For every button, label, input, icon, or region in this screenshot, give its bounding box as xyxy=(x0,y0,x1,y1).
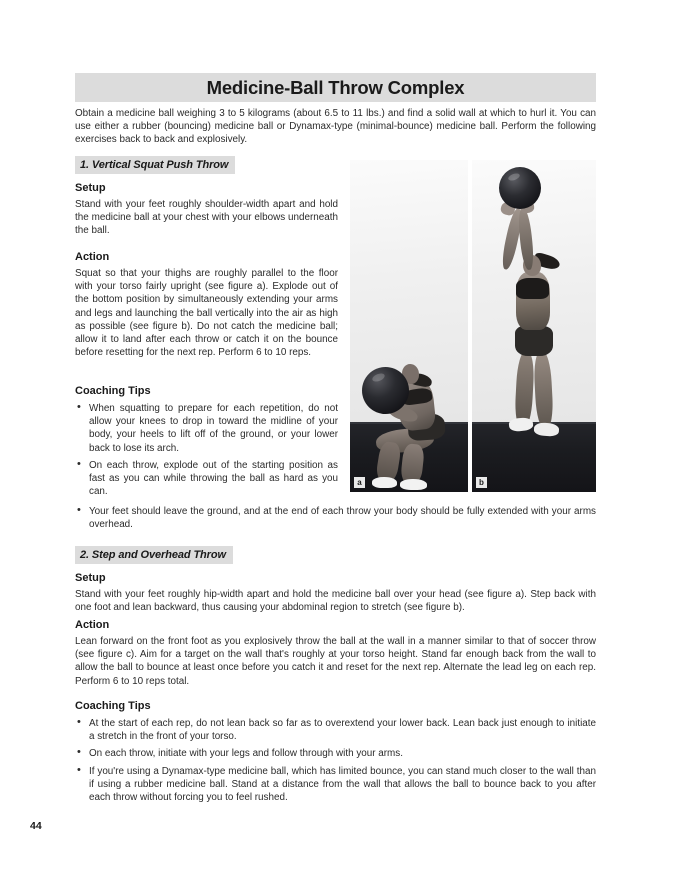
list-item: • On each throw, initiate with your legs and follow through with your arms. xyxy=(75,747,596,760)
section-1-tips-list-narrow xyxy=(75,402,338,498)
figure-a-photo xyxy=(350,160,468,492)
athlete-shoe-left xyxy=(372,477,397,488)
section-1-tips-heading: Coaching Tips xyxy=(75,385,151,397)
section-2-tips-list xyxy=(75,717,596,804)
list-item: • If you're using a Dynamax-type medicine ball, which has limited bounce, you can stand much closer to the wall than if using a rubber medicine ball. Stand at a distance from the wall that allows the ball to bounce back to you after each throw without forcing you to feel rushed. xyxy=(75,765,596,805)
athlete-top xyxy=(516,278,549,299)
section-heading-2: 2. Step and Overhead Throw xyxy=(75,546,233,564)
figure-b-photo xyxy=(472,160,596,492)
list-item: • When squatting to prepare for each repetition, do not allow your knees to drop in toward the midline of your body, your heels to lift off of the ground, or your lower back to lose its arch. xyxy=(75,402,338,455)
athlete-shoe-right xyxy=(534,422,560,437)
list-item: • At the start of each rep, do not lean back so far as to overextend your lower back. Lean back just enough to initiate a stretch in the front of your torso. xyxy=(75,717,596,743)
section-2-action-heading: Action xyxy=(75,619,110,631)
intro-paragraph: Obtain a medicine ball weighing 3 to 5 kilograms (about 6.5 to 11 lbs.) and find a solid wall at which to hurl it. You can use either a rubber (bouncing) medicine ball or Dynamax-type (minimal-bounce) medicine ball. Perform the following exercises back to back and explosively. xyxy=(75,108,596,146)
section-2-setup-text: Stand with your feet roughly hip-width apart and hold the medicine ball over your head (see figure a). Step back with one foot and lean backward, thus causing your abdominal region to stretch (see figure b). xyxy=(75,589,596,614)
medicine-ball-icon xyxy=(499,167,541,209)
photo-floor-background xyxy=(472,422,596,492)
section-1-setup-heading: Setup xyxy=(75,182,106,194)
athlete-shorts xyxy=(515,326,553,356)
section-2-action-text: Lean forward on the front foot as you explosively throw the ball at the wall in a manner similar to that of soccer throw (see figure c). Aim for a target on the wall that's roughly at your torso height. Stand far enough back from the wall to allow the ball to bounce at least once before you catch it and reset for the next rep. Alternate the lead leg on each rep. Perform 6 to 10 reps total. xyxy=(75,636,596,687)
list-item: • On each throw, explode out of the starting position as fast as you can while throwing the ball as hard as you can. xyxy=(75,459,338,499)
figure-label-a: a xyxy=(354,477,365,488)
section-1-setup-text: Stand with your feet roughly shoulder-width apart and hold the medicine ball at your chest with your elbows underneath the ball. xyxy=(75,199,338,237)
section-heading-1: 1. Vertical Squat Push Throw xyxy=(75,156,235,174)
figure-label-b: b xyxy=(476,477,487,488)
section-2-setup-heading: Setup xyxy=(75,572,106,584)
medicine-ball-icon xyxy=(362,367,409,414)
athlete-shoe-right xyxy=(400,479,427,490)
section-1-action-text: Squat so that your thighs are roughly parallel to the floor with your torso fairly upright (see figure a). Explode out of the bottom position by simultaneously extending your arms and legs and launching the ball vertically into the air as high as possible (see figure b). Do not catch the medicine ball; allow it to land after each throw or catch it on the bounce before resetting for the next rep. Perform 6 to 10 reps. xyxy=(75,268,338,359)
page-title: Medicine-Ball Throw Complex xyxy=(206,76,465,98)
page-title-banner xyxy=(75,73,596,102)
list-item: • Your feet should leave the ground, and at the end of each throw your body should be fully extended with your arms overhead. xyxy=(75,505,596,531)
section-1-action-heading: Action xyxy=(75,251,110,263)
section-2-tips-heading: Coaching Tips xyxy=(75,700,151,712)
section-1-tips-list-wide xyxy=(75,505,596,531)
page-number: 44 xyxy=(30,820,42,832)
